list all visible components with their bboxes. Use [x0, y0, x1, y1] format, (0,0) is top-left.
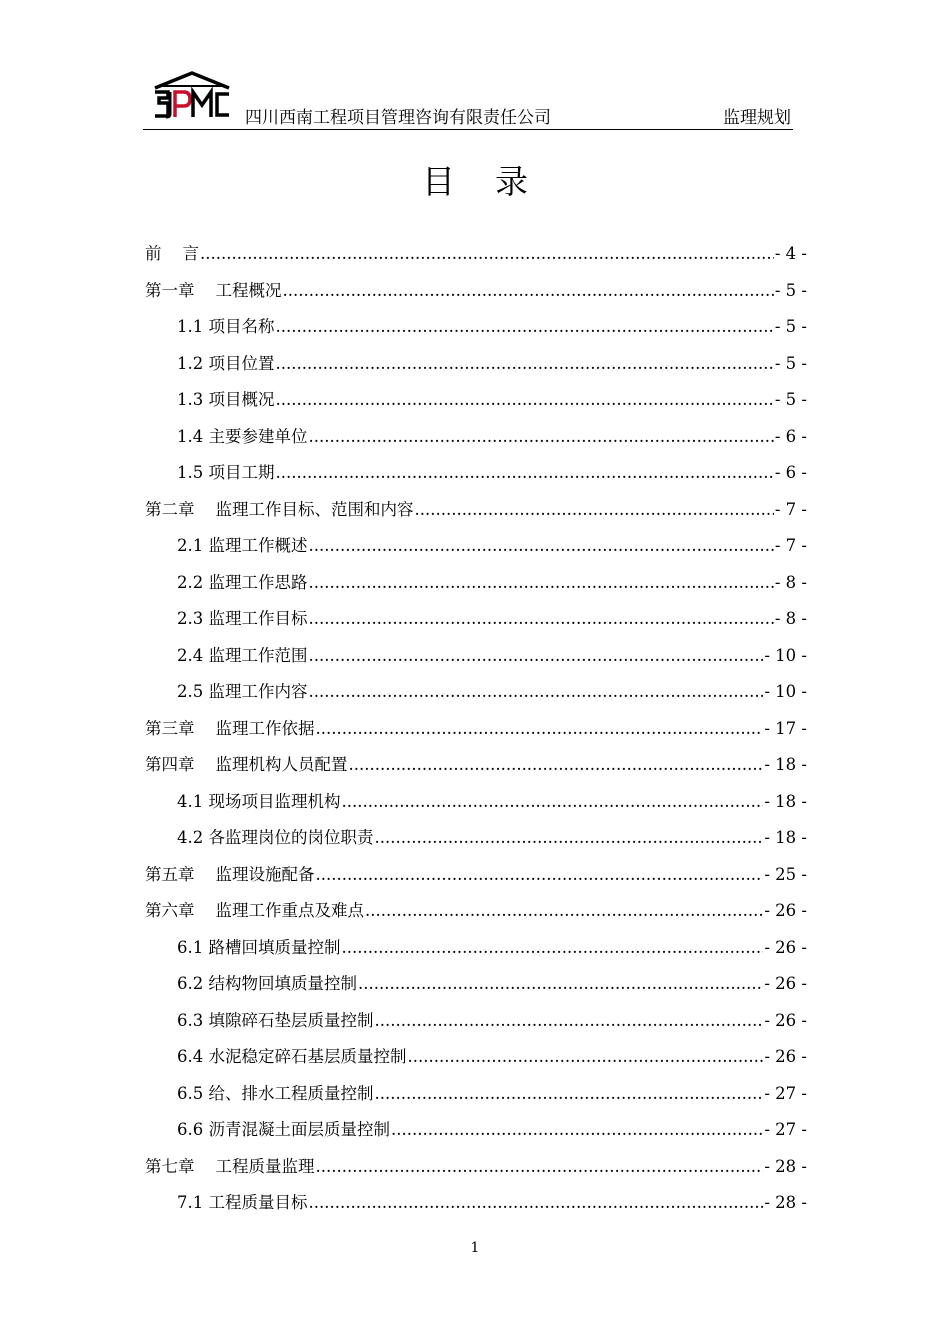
toc-entry-page: - 27 - — [764, 1083, 807, 1103]
toc-entry-label: 1.2 项目位置 — [177, 353, 275, 373]
toc-entry-label: 2.2 监理工作思路 — [177, 572, 308, 592]
toc-dot-leader — [309, 674, 764, 711]
toc-entry[interactable] — [145, 528, 807, 565]
toc-entry[interactable] — [145, 674, 807, 711]
toc-entry-page: - 25 - — [764, 864, 807, 884]
toc-entry[interactable] — [145, 1185, 807, 1222]
toc-entry[interactable] — [145, 1039, 807, 1076]
toc-entry[interactable] — [145, 1076, 807, 1113]
toc-dot-leader — [276, 346, 774, 383]
toc-entry[interactable] — [145, 601, 807, 638]
toc-dot-leader — [414, 492, 773, 529]
toc-dot-leader — [282, 273, 773, 310]
toc-entry-label: 2.1 监理工作概述 — [177, 536, 308, 555]
company-name: 四川西南工程项目管理咨询有限责任公司 — [245, 108, 551, 128]
toc-dot-leader — [342, 930, 764, 967]
toc-entry[interactable] — [145, 1149, 807, 1186]
toc-entry-page: - 5 - — [774, 317, 807, 336]
toc-entry-page: - 10 - — [764, 645, 807, 665]
toc-dot-leader — [375, 820, 764, 857]
toc-dot-leader — [315, 857, 763, 894]
toc-dot-leader — [309, 638, 764, 675]
toc-entry-label: 2.3 监理工作目标 — [177, 609, 308, 628]
toc-entry-page: - 18 - — [764, 755, 807, 774]
page-number: 1 — [470, 1240, 480, 1256]
toc-entry-page: - 5 - — [774, 390, 807, 409]
toc-dot-leader — [315, 1149, 763, 1186]
toc-entry-page: - 26 - — [764, 901, 807, 920]
toc-dot-leader — [200, 236, 774, 273]
toc-entry-page: - 26 - — [764, 937, 807, 957]
toc-entry[interactable] — [145, 273, 807, 310]
toc-dot-leader — [276, 382, 774, 419]
toc-dot-leader — [309, 528, 774, 565]
toc-entry[interactable] — [145, 784, 807, 821]
toc-entry[interactable] — [145, 638, 807, 675]
toc-dot-leader — [309, 565, 774, 602]
toc-entry[interactable] — [145, 1112, 807, 1149]
toc-entry-label: 4.2 各监理岗位的岗位职责 — [177, 828, 374, 847]
toc-entry-page: - 5 - — [774, 280, 807, 300]
toc-dot-leader — [375, 1003, 764, 1040]
toc-dot-leader — [309, 601, 774, 638]
toc-dot-leader — [365, 893, 763, 930]
toc-entry-label: 第六章 监理工作重点及难点 — [145, 901, 364, 920]
toc-entry-page: - 26 - — [764, 1047, 807, 1066]
toc-entry-page: - 18 - — [764, 791, 807, 811]
toc-title: 目录 — [422, 162, 568, 201]
toc-dot-leader — [348, 747, 763, 784]
toc-dot-leader — [358, 966, 763, 1003]
toc-entry-page: - 6 - — [774, 426, 807, 446]
toc-dot-leader — [276, 309, 774, 346]
toc-entry-label: 第五章 监理设施配备 — [145, 864, 315, 884]
toc-entry[interactable] — [145, 820, 807, 857]
toc-entry-page: - 27 - — [764, 1120, 807, 1139]
company-logo — [151, 70, 233, 120]
toc-entry[interactable] — [145, 857, 807, 894]
header-divider — [143, 129, 793, 130]
toc-entry-label: 6.2 结构物回填质量控制 — [177, 974, 357, 993]
toc-entry-page: - 26 - — [764, 1010, 807, 1030]
toc-entry[interactable] — [145, 236, 807, 273]
toc-entry-page: - 4 - — [774, 244, 807, 263]
toc-entry-label: 第一章 工程概况 — [145, 280, 282, 300]
toc-entry-page: - 7 - — [774, 536, 807, 555]
toc-dot-leader — [391, 1112, 763, 1149]
toc-dot-leader — [276, 455, 774, 492]
toc-entry[interactable] — [145, 747, 807, 784]
toc-entry-page: - 8 - — [774, 609, 807, 628]
toc-entry[interactable] — [145, 492, 807, 529]
toc-entry-label: 前 言 — [145, 244, 199, 263]
toc-entry-label: 7.1 工程质量目标 — [177, 1193, 308, 1212]
toc-dot-leader — [309, 419, 774, 456]
toc-entry-label: 6.6 沥青混凝土面层质量控制 — [177, 1120, 390, 1139]
toc-entry[interactable] — [145, 455, 807, 492]
toc-entry-label: 6.1 路槽回填质量控制 — [177, 937, 341, 957]
document-type: 监理规划 — [723, 108, 791, 128]
toc-entry-page: - 6 - — [774, 463, 807, 482]
toc-entry[interactable] — [145, 1003, 807, 1040]
toc-entry-page: - 17 - — [764, 718, 807, 738]
toc-entry[interactable] — [145, 346, 807, 383]
toc-entry[interactable] — [145, 382, 807, 419]
toc-entry[interactable] — [145, 893, 807, 930]
toc-entry-page: - 26 - — [764, 974, 807, 993]
table-of-contents — [145, 236, 807, 1222]
toc-dot-leader — [408, 1039, 764, 1076]
toc-entry[interactable] — [145, 419, 807, 456]
toc-entry-label: 1.4 主要参建单位 — [177, 426, 308, 446]
toc-dot-leader — [375, 1076, 764, 1113]
toc-entry-label: 2.5 监理工作内容 — [177, 682, 308, 701]
toc-entry[interactable] — [145, 309, 807, 346]
toc-entry-page: - 28 - — [764, 1156, 807, 1176]
toc-dot-leader — [342, 784, 764, 821]
toc-entry[interactable] — [145, 966, 807, 1003]
toc-entry[interactable] — [145, 565, 807, 602]
toc-entry[interactable] — [145, 930, 807, 967]
toc-entry-label: 第七章 工程质量监理 — [145, 1156, 315, 1176]
toc-entry-label: 4.1 现场项目监理机构 — [177, 791, 341, 811]
toc-entry-page: - 8 - — [774, 572, 807, 592]
toc-entry-label: 2.4 监理工作范围 — [177, 645, 308, 665]
toc-entry-page: - 18 - — [764, 828, 807, 847]
toc-entry-label: 6.4 水泥稳定碎石基层质量控制 — [177, 1047, 407, 1066]
toc-entry-label: 6.5 给、排水工程质量控制 — [177, 1083, 374, 1103]
toc-entry-label: 第四章 监理机构人员配置 — [145, 755, 348, 774]
toc-entry-label: 6.3 填隙碎石垫层质量控制 — [177, 1010, 374, 1030]
toc-entry-label: 1.5 项目工期 — [177, 463, 275, 482]
toc-entry-label: 第二章 监理工作目标、范围和内容 — [145, 499, 414, 519]
toc-entry[interactable] — [145, 711, 807, 748]
toc-dot-leader — [309, 1185, 764, 1222]
page-header — [143, 70, 793, 132]
toc-entry-label: 1.1 项目名称 — [177, 317, 275, 336]
toc-entry-label: 第三章 监理工作依据 — [145, 718, 315, 738]
toc-entry-page: - 7 - — [774, 499, 807, 519]
toc-dot-leader — [315, 711, 763, 748]
toc-entry-page: - 28 - — [764, 1193, 807, 1212]
toc-entry-label: 1.3 项目概况 — [177, 390, 275, 409]
toc-entry-page: - 10 - — [764, 682, 807, 701]
toc-entry-page: - 5 - — [774, 353, 807, 373]
